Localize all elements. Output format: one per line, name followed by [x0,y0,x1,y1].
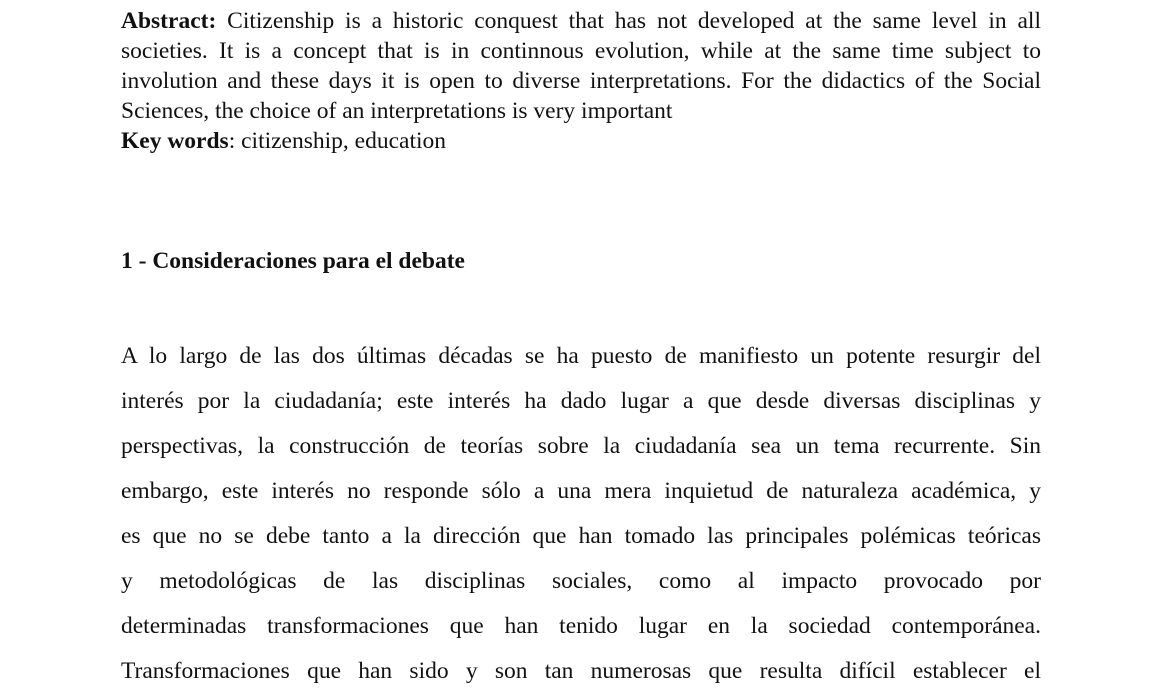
abstract-label: Abstract: [121,8,217,34]
body-line: es que no se debe tanto a la dirección que han tomado las principales polémicas teóricas [121,523,1041,549]
body-line: embargo, este interés no responde sólo a una mera inquietud de naturaleza académica, y [121,478,1041,504]
body-line: A lo largo de las dos últimas décadas se ha puesto de manifiesto un potente resurgir del [121,343,1041,369]
abstract-paragraph [121,6,1041,126]
document-page [121,6,1041,684]
body-line: determinadas transformaciones que han tenido lugar en la sociedad contemporánea. [121,613,1041,639]
keywords-label: Key words [121,128,229,154]
body-paragraph [121,334,1041,694]
body-line: interés por la ciudadanía; este interés ha dado lugar a que desde diversas disciplinas y [121,388,1041,414]
keywords-line [121,126,1041,156]
section-heading: 1 - Consideraciones para el debate [121,248,465,274]
body-line: perspectivas, la construcción de teorías sobre la ciudadanía sea un tema recurrente. Sin [121,433,1041,459]
body-line: Transformaciones que han sido y son tan numerosas que resulta difícil establecer el [121,658,1041,684]
body-line: y metodológicas de las disciplinas sociales, como al impacto provocado por [121,568,1041,594]
abstract-text: Citizenship is a historic conquest that has not developed at the same level in all societies. It is a concept that is in continnous evolution, while at the same time subject to involution and these days it is open to diverse interpretations. For the didactics of the Social Sciences, the choice of an interpretations is very important [121,8,1041,124]
keywords-text: : citizenship, education [228,128,447,154]
